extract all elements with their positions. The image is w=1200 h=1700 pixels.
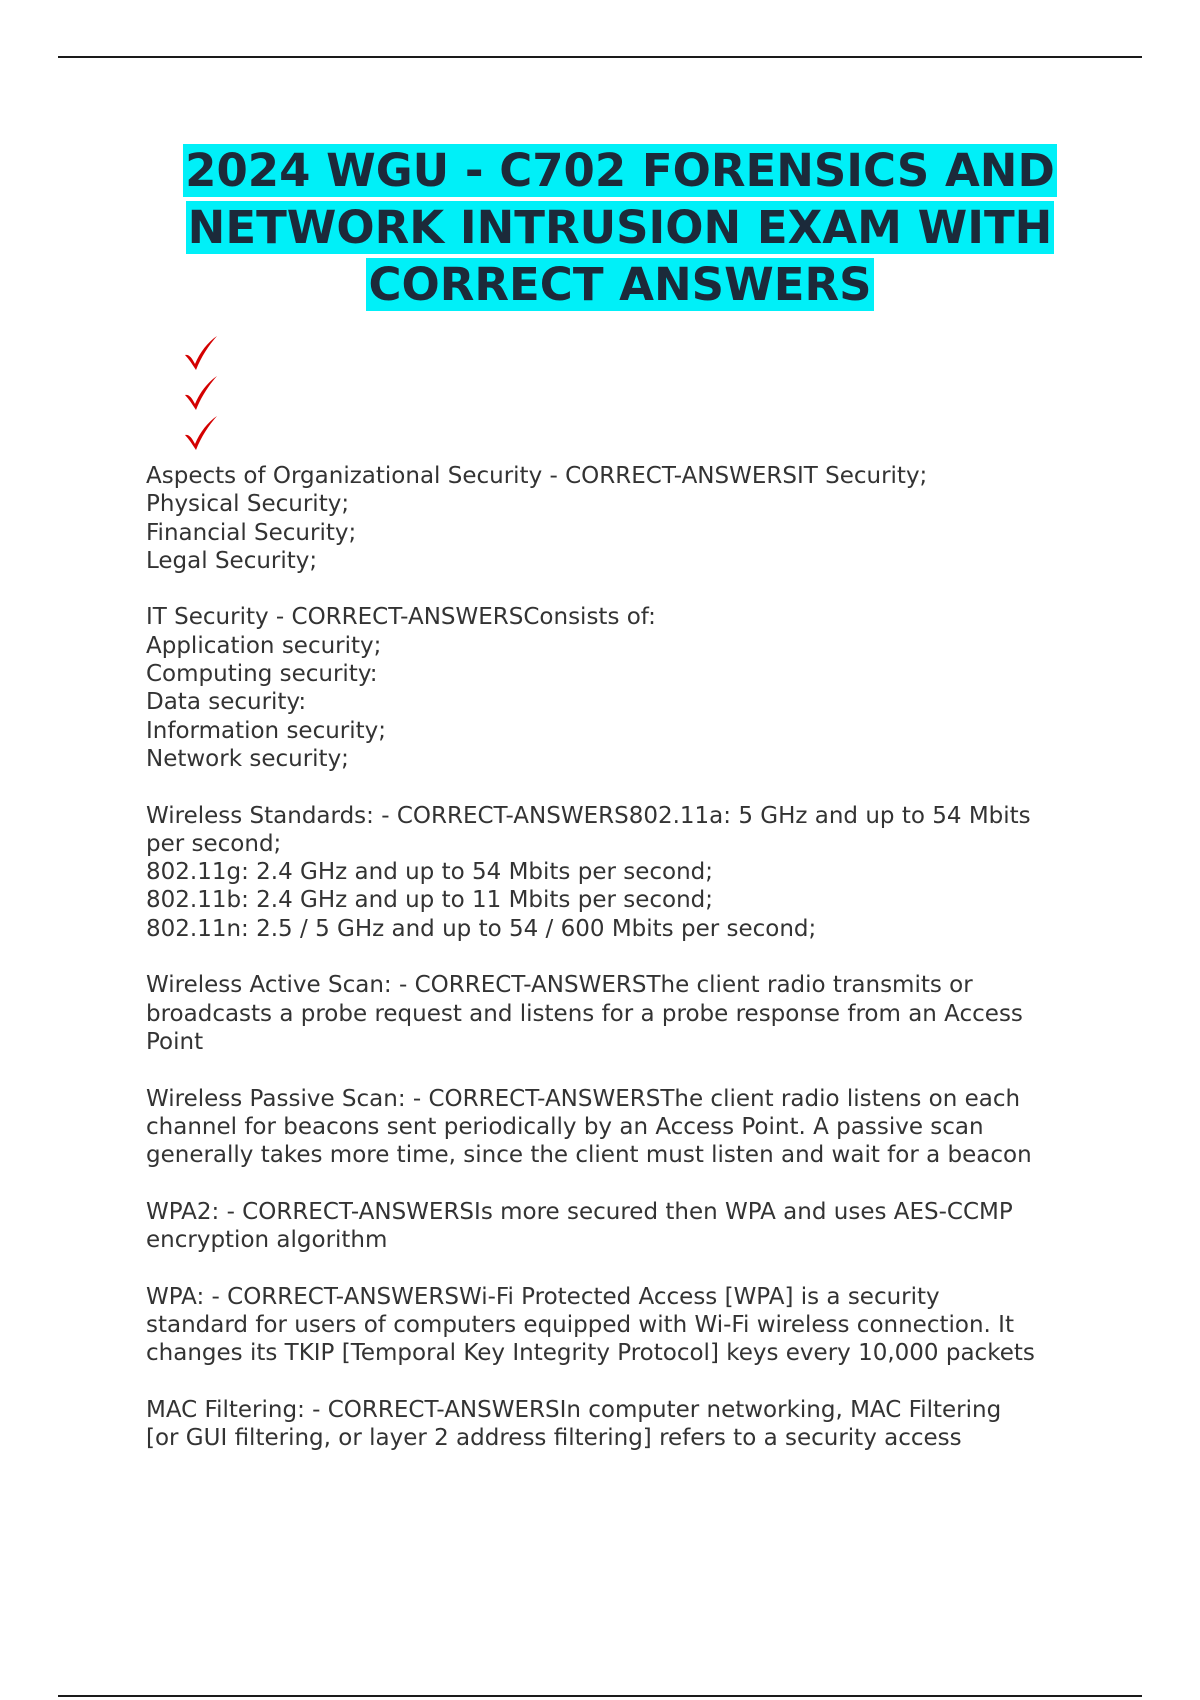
answer-line: encryption algorithm — [146, 1227, 388, 1254]
entry-term: WPA: — [146, 1283, 205, 1310]
answer-line: Computing security: — [146, 661, 378, 688]
answer-line: 802.11g: 2.4 GHz and up to 54 Mbits per second; — [146, 859, 714, 886]
answer-marker: - CORRECT-ANSWERS — [391, 972, 647, 999]
qa-entry — [146, 802, 1106, 943]
entry-first-line — [146, 1396, 1106, 1424]
qa-entry — [146, 1198, 1106, 1255]
answer-marker: - CORRECT-ANSWERS — [219, 1198, 475, 1225]
answer-line: The client radio transmits or — [646, 972, 973, 999]
answer-line: The client radio listens on each — [660, 1085, 1021, 1112]
answer-marker: - CORRECT-ANSWERS — [268, 604, 524, 631]
check-icon — [182, 413, 220, 453]
answer-line: 802.11a: 5 GHz and up to 54 Mbits — [628, 802, 1031, 829]
check-icon — [182, 373, 220, 413]
answer-line: Wi-Fi Protected Access [WPA] is a security — [458, 1283, 940, 1310]
answer-line: Legal Security; — [146, 547, 318, 574]
entry-first-line — [146, 1085, 1106, 1113]
title-line-2: NETWORK INTRUSION EXAM WITH — [187, 201, 1053, 254]
title-line-3: CORRECT ANSWERS — [368, 258, 872, 311]
answer-line: 802.11b: 2.4 GHz and up to 11 Mbits per second; — [146, 887, 714, 914]
entry-term: WPA2: — [146, 1198, 220, 1225]
answer-line: Data security: — [146, 689, 307, 716]
answer-line: Physical Security; — [146, 491, 350, 518]
top-rule — [58, 56, 1142, 58]
answer-line: changes its TKIP [Temporal Key Integrity Protocol] keys every 10,000 packets — [146, 1340, 1035, 1367]
entry-term: Wireless Active Scan: — [146, 972, 392, 999]
answer-line: Network security; — [146, 745, 349, 772]
page-title — [140, 142, 1100, 313]
qa-entry — [146, 1283, 1106, 1368]
qa-entry — [146, 603, 1106, 773]
answer-line: In computer networking, MAC Filtering — [559, 1396, 1002, 1423]
entry-term: Wireless Passive Scan: — [146, 1085, 406, 1112]
answer-line: Point — [146, 1028, 204, 1055]
answer-line: Financial Security; — [146, 519, 357, 546]
entry-first-line — [146, 603, 1106, 631]
entry-term: IT Security — [146, 604, 269, 631]
entry-term: Aspects of Organizational Security — [146, 463, 543, 489]
answer-line: Information security; — [146, 717, 387, 744]
entry-first-line — [146, 1283, 1106, 1311]
answer-line: 802.11n: 2.5 / 5 GHz and up to 54 / 600 Mbits per second; — [146, 915, 817, 942]
entry-term: Wireless Standards: — [146, 802, 374, 829]
answer-line: Is more secured then WPA and uses AES-CCMP — [474, 1198, 1013, 1225]
answer-line: Consists of: — [523, 604, 656, 631]
entry-term: MAC Filtering: — [146, 1396, 305, 1423]
answer-line: standard for users of computers equipped with Wi-Fi wireless connection. It — [146, 1311, 1014, 1338]
qa-entry — [146, 971, 1106, 1056]
answer-line: broadcasts a probe request and listens for a probe response from an Access — [146, 1000, 1023, 1027]
entry-first-line — [146, 462, 1106, 490]
answer-marker: - CORRECT-ANSWERS — [204, 1283, 459, 1310]
entry-first-line — [146, 1198, 1106, 1226]
checkmark-list — [182, 333, 222, 453]
answer-marker: - CORRECT-ANSWERS — [373, 802, 629, 829]
bottom-rule — [58, 1695, 1142, 1697]
answer-line: per second; — [146, 830, 282, 857]
entry-first-line — [146, 971, 1106, 999]
qa-entry — [146, 1396, 1106, 1453]
answer-line: IT Security; — [796, 463, 928, 489]
answer-marker: - CORRECT-ANSWERS — [542, 463, 797, 489]
answer-marker: - CORRECT-ANSWERS — [405, 1085, 661, 1112]
answer-line: generally takes more time, since the client must listen and wait for a beacon — [146, 1142, 1032, 1169]
qa-entry — [146, 1085, 1106, 1170]
answer-line: Application security; — [146, 632, 382, 659]
answer-line: channel for beacons sent periodically by an Access Point. A passive scan — [146, 1113, 984, 1140]
entry-first-line — [146, 802, 1106, 830]
title-line-1: 2024 WGU - C702 FORENSICS AND — [185, 144, 1055, 197]
qa-content — [146, 462, 1106, 1481]
qa-entry — [146, 462, 1106, 575]
answer-marker: - CORRECT-ANSWERS — [304, 1396, 560, 1423]
check-icon — [182, 333, 220, 373]
answer-line: [or GUI filtering, or layer 2 address filtering] refers to a security access — [146, 1425, 962, 1452]
